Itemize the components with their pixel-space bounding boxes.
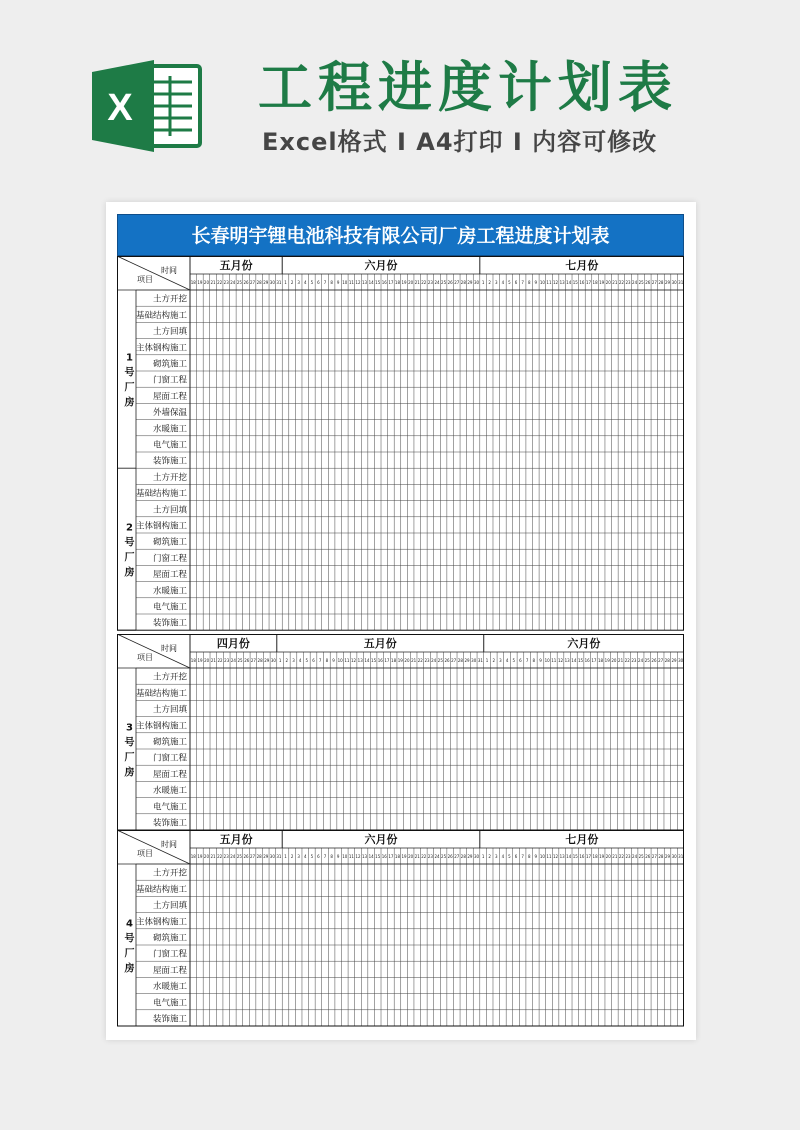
- day-number: 19: [197, 854, 203, 859]
- task-label: 土方开挖: [152, 294, 187, 305]
- day-number: 4: [303, 280, 307, 285]
- day-number: 30: [671, 280, 677, 285]
- day-number: 27: [651, 854, 657, 859]
- day-number: 13: [559, 854, 565, 859]
- day-number: 11: [348, 854, 354, 859]
- day-number: 27: [454, 854, 460, 859]
- task-label: 土方开挖: [152, 672, 187, 683]
- day-number: 13: [361, 854, 368, 859]
- task-label: 基础结构施工: [135, 310, 187, 321]
- day-number: 20: [605, 854, 611, 859]
- day-number: 19: [401, 280, 407, 285]
- day-number: 30: [269, 854, 275, 859]
- day-number: 23: [631, 658, 637, 663]
- day-number: 20: [408, 280, 414, 285]
- day-number: 25: [437, 658, 443, 663]
- day-number: 29: [467, 854, 473, 859]
- schedule-block: [117, 634, 684, 831]
- day-number: 9: [336, 280, 340, 285]
- task-label: 水暖施工: [152, 786, 187, 797]
- task-label: 电气施工: [152, 602, 187, 613]
- schedule-block: [117, 256, 684, 632]
- day-number: 21: [618, 658, 624, 663]
- day-number: 23: [427, 280, 433, 285]
- task-label: 水暖施工: [152, 424, 187, 435]
- day-number: 27: [454, 280, 460, 285]
- day-number: 27: [250, 854, 256, 859]
- day-number: 18: [394, 854, 401, 859]
- day-number: 18: [598, 658, 604, 663]
- day-number: 16: [579, 280, 585, 285]
- day-number: 5: [305, 658, 309, 663]
- day-number: 3: [292, 658, 295, 663]
- task-label: 电气施工: [152, 998, 187, 1009]
- day-number: 17: [591, 658, 597, 663]
- month-header: 六月份: [364, 833, 398, 846]
- day-number: 14: [566, 280, 572, 285]
- day-number: 15: [375, 280, 381, 285]
- day-number: 12: [553, 854, 559, 859]
- corner-item-label: 项目: [137, 275, 153, 284]
- day-number: 6: [514, 280, 518, 285]
- day-number: 25: [236, 854, 242, 859]
- building-label: 2 号厂房: [124, 522, 135, 579]
- day-number: 10: [539, 854, 545, 859]
- day-number: 11: [344, 658, 350, 663]
- task-label: 土方回填: [152, 505, 187, 516]
- day-number: 19: [599, 280, 605, 285]
- day-number: 15: [572, 280, 578, 285]
- day-number: 27: [651, 280, 657, 285]
- day-number: 8: [330, 854, 333, 859]
- day-number: 28: [658, 854, 664, 859]
- day-number: 2: [290, 854, 294, 859]
- day-number: 21: [411, 658, 417, 663]
- day-number: 1: [278, 658, 282, 663]
- corner-item-label: 项目: [137, 653, 153, 662]
- day-number: 3: [297, 280, 300, 285]
- day-number: 30: [269, 280, 275, 285]
- day-number: 5: [512, 658, 516, 663]
- month-header: 五月份: [219, 259, 253, 272]
- task-label: 门窗工程: [152, 375, 187, 386]
- day-number: 28: [460, 280, 466, 285]
- day-number: 22: [624, 658, 630, 663]
- task-label: 屋面工程: [152, 570, 187, 581]
- day-number: 4: [501, 854, 505, 859]
- day-number: 29: [664, 854, 671, 859]
- day-number: 24: [632, 854, 638, 859]
- day-number: 21: [414, 854, 420, 859]
- day-number: 18: [391, 658, 397, 663]
- day-number: 16: [381, 854, 387, 859]
- task-label: 土方回填: [152, 901, 187, 912]
- day-number: 23: [223, 280, 229, 285]
- day-number: 22: [618, 854, 624, 859]
- day-number: 26: [444, 658, 450, 663]
- day-number: 22: [421, 280, 427, 285]
- day-number: 14: [571, 658, 577, 663]
- building-label: 3 号厂房: [124, 722, 135, 779]
- day-number: 8: [330, 280, 333, 285]
- task-label: 主体钢构施工: [135, 521, 187, 532]
- excel-logo-letter: X: [107, 87, 133, 129]
- day-number: 19: [397, 658, 403, 663]
- day-number: 20: [408, 854, 414, 859]
- day-number: 29: [264, 658, 270, 663]
- task-label: 门窗工程: [152, 553, 187, 564]
- day-number: 31: [276, 854, 282, 859]
- day-number: 28: [256, 854, 262, 859]
- day-number: 31: [678, 280, 684, 285]
- day-number: 21: [210, 854, 216, 859]
- day-number: 17: [388, 280, 394, 285]
- day-number: 25: [441, 280, 447, 285]
- month-header: 四月份: [216, 637, 250, 650]
- day-number: 2: [492, 658, 496, 663]
- month-header: 五月份: [363, 637, 397, 650]
- day-number: 15: [371, 658, 377, 663]
- day-number: 10: [544, 658, 550, 663]
- day-number: 29: [263, 854, 269, 859]
- day-number: 19: [604, 658, 610, 663]
- day-number: 11: [348, 280, 354, 285]
- day-number: 4: [505, 658, 509, 663]
- day-number: 20: [203, 280, 210, 285]
- day-number: 4: [303, 854, 307, 859]
- day-number: 8: [527, 280, 531, 285]
- day-number: 26: [243, 854, 249, 859]
- day-number: 7: [323, 280, 327, 285]
- day-number: 28: [457, 658, 463, 663]
- day-number: 13: [361, 280, 368, 285]
- task-label: 电气施工: [152, 802, 187, 813]
- day-number: 4: [298, 658, 302, 663]
- day-number: 31: [477, 658, 483, 663]
- month-header: 五月份: [219, 833, 253, 846]
- day-number: 18: [592, 854, 598, 859]
- day-number: 29: [263, 280, 269, 285]
- day-number: 20: [203, 854, 210, 859]
- day-number: 1: [485, 658, 489, 663]
- day-number: 23: [427, 854, 433, 859]
- block-border: [118, 635, 684, 831]
- day-number: 12: [557, 658, 564, 663]
- day-number: 12: [355, 280, 361, 285]
- day-number: 26: [243, 280, 249, 285]
- corner-diagonal: [117, 634, 190, 668]
- day-number: 10: [539, 280, 545, 285]
- day-number: 28: [256, 280, 262, 285]
- day-number: 26: [651, 658, 657, 663]
- day-number: 31: [678, 854, 684, 859]
- corner-diagonal: [117, 830, 190, 864]
- day-number: 18: [190, 280, 196, 285]
- task-label: 屋面工程: [152, 391, 187, 402]
- day-number: 24: [431, 658, 437, 663]
- day-number: 14: [368, 280, 374, 285]
- day-number: 21: [210, 658, 216, 663]
- task-label: 主体钢构施工: [135, 343, 187, 354]
- excel-logo-icon: [92, 58, 204, 154]
- task-label: 砌筑施工: [152, 537, 187, 548]
- day-number: 26: [447, 854, 453, 859]
- day-number: 7: [521, 280, 524, 285]
- day-number: 24: [230, 658, 236, 663]
- task-label: 基础结构施工: [135, 489, 187, 500]
- building-label: 4 号厂房: [124, 918, 135, 975]
- day-number: 30: [473, 854, 480, 859]
- day-number: 6: [519, 658, 522, 663]
- day-number: 25: [638, 280, 644, 285]
- day-number: 20: [204, 658, 210, 663]
- day-number: 18: [190, 658, 196, 663]
- day-number: 17: [585, 854, 592, 859]
- task-label: 土方回填: [152, 327, 187, 338]
- task-label: 砌筑施工: [152, 359, 187, 370]
- day-number: 15: [572, 854, 578, 859]
- task-label: 基础结构施工: [135, 884, 187, 895]
- day-number: 11: [546, 854, 552, 859]
- month-header: 六月份: [364, 259, 398, 272]
- day-number: 31: [276, 280, 282, 285]
- day-number: 1: [481, 280, 485, 285]
- day-number: 26: [244, 658, 250, 663]
- day-number: 20: [611, 658, 617, 663]
- day-number: 7: [521, 854, 524, 859]
- task-label: 屋面工程: [152, 965, 187, 976]
- day-number: 30: [471, 658, 477, 663]
- day-number: 22: [217, 280, 223, 285]
- day-number: 23: [625, 280, 631, 285]
- day-number: 26: [447, 280, 453, 285]
- day-number: 27: [250, 658, 256, 663]
- day-number: 28: [257, 658, 263, 663]
- day-number: 19: [599, 854, 605, 859]
- task-label: 主体钢构施工: [135, 721, 187, 732]
- day-number: 29: [464, 658, 470, 663]
- day-number: 14: [368, 854, 374, 859]
- day-number: 7: [323, 854, 327, 859]
- day-number: 15: [577, 658, 584, 663]
- day-number: 6: [514, 854, 518, 859]
- day-number: 13: [357, 658, 363, 663]
- day-number: 20: [605, 280, 611, 285]
- task-label: 屋面工程: [152, 769, 187, 780]
- day-number: 10: [342, 854, 348, 859]
- day-number: 1: [284, 280, 287, 285]
- day-number: 6: [317, 280, 320, 285]
- table-title: 长春明宇锂电池科技有限公司厂房工程进度计划表: [117, 214, 684, 256]
- day-number: 9: [336, 854, 340, 859]
- day-number: 10: [342, 280, 348, 285]
- task-label: 装饰施工: [152, 818, 187, 829]
- day-number: 25: [638, 854, 644, 859]
- day-number: 30: [678, 658, 684, 663]
- corner-diagonal: [117, 256, 190, 290]
- day-number: 16: [584, 658, 590, 663]
- day-number: 10: [337, 658, 343, 663]
- day-number: 25: [644, 658, 650, 663]
- day-number: 21: [612, 280, 618, 285]
- day-number: 11: [546, 280, 552, 285]
- day-number: 13: [564, 658, 570, 663]
- corner-time-label: 时间: [161, 840, 177, 849]
- day-number: 22: [421, 854, 427, 859]
- month-header: 七月份: [565, 833, 599, 846]
- day-number: 13: [559, 280, 565, 285]
- day-number: 28: [664, 658, 670, 663]
- day-number: 14: [566, 854, 572, 859]
- day-number: 19: [197, 280, 203, 285]
- day-number: 22: [618, 280, 624, 285]
- day-number: 3: [297, 854, 300, 859]
- day-number: 19: [401, 854, 407, 859]
- day-number: 21: [210, 280, 216, 285]
- task-label: 水暖施工: [152, 586, 187, 597]
- task-label: 装饰施工: [152, 1014, 187, 1025]
- day-number: 9: [534, 854, 538, 859]
- day-number: 12: [351, 658, 357, 663]
- day-number: 2: [488, 280, 491, 285]
- day-number: 11: [551, 658, 557, 663]
- day-number: 5: [310, 854, 314, 859]
- page-subtitle: Excel格式 I A4打印 I 内容可修改: [262, 128, 658, 156]
- day-number: 6: [312, 658, 315, 663]
- day-number: 19: [197, 658, 203, 663]
- day-number: 24: [230, 854, 236, 859]
- corner-time-label: 时间: [161, 266, 177, 275]
- day-number: 5: [310, 280, 314, 285]
- day-number: 22: [417, 658, 423, 663]
- day-number: 14: [364, 658, 370, 663]
- day-number: 29: [671, 658, 677, 663]
- task-label: 土方回填: [152, 705, 187, 716]
- task-label: 土方开挖: [152, 868, 187, 879]
- day-number: 16: [579, 854, 585, 859]
- day-number: 12: [553, 280, 559, 285]
- day-number: 2: [285, 658, 289, 663]
- day-number: 4: [501, 280, 505, 285]
- day-number: 17: [388, 854, 394, 859]
- day-number: 24: [638, 658, 644, 663]
- day-number: 18: [394, 280, 401, 285]
- day-number: 7: [318, 658, 322, 663]
- day-number: 17: [585, 280, 592, 285]
- day-number: 12: [355, 854, 361, 859]
- corner-time-label: 时间: [161, 644, 177, 653]
- day-number: 23: [223, 854, 229, 859]
- day-number: 8: [527, 854, 531, 859]
- schedule-block: [117, 830, 684, 1027]
- day-number: 21: [612, 854, 618, 859]
- day-number: 2: [290, 280, 294, 285]
- task-label: 水暖施工: [152, 982, 187, 993]
- day-number: 25: [441, 854, 447, 859]
- task-label: 装饰施工: [152, 456, 187, 467]
- day-number: 25: [236, 280, 242, 285]
- day-number: 23: [625, 854, 631, 859]
- day-number: 21: [414, 280, 420, 285]
- day-number: 24: [632, 280, 638, 285]
- day-number: 16: [377, 658, 383, 663]
- task-label: 外墙保温: [152, 408, 187, 419]
- month-header: 六月份: [567, 637, 601, 650]
- day-number: 29: [664, 280, 671, 285]
- task-label: 门窗工程: [152, 949, 187, 960]
- task-label: 土方开挖: [152, 472, 187, 483]
- day-number: 30: [473, 280, 480, 285]
- day-number: 30: [270, 658, 276, 663]
- day-number: 8: [532, 658, 536, 663]
- day-number: 23: [224, 658, 230, 663]
- building-label: 1 号厂房: [124, 352, 135, 409]
- day-number: 28: [460, 854, 466, 859]
- day-number: 5: [508, 280, 511, 285]
- day-number: 30: [671, 854, 677, 859]
- day-number: 9: [534, 280, 538, 285]
- day-number: 1: [284, 854, 287, 859]
- day-number: 15: [375, 854, 381, 859]
- day-number: 5: [508, 854, 511, 859]
- day-number: 22: [217, 854, 223, 859]
- day-number: 20: [404, 658, 410, 663]
- day-number: 18: [190, 854, 196, 859]
- day-number: 16: [381, 280, 387, 285]
- task-label: 砌筑施工: [152, 933, 187, 944]
- task-label: 主体钢构施工: [135, 917, 187, 928]
- task-label: 砌筑施工: [152, 737, 187, 748]
- task-label: 基础结构施工: [135, 688, 187, 699]
- page-title: 工程进度计划表: [258, 56, 678, 119]
- day-number: 3: [495, 280, 498, 285]
- day-number: 2: [488, 854, 491, 859]
- day-number: 22: [217, 658, 223, 663]
- task-label: 门窗工程: [152, 753, 187, 764]
- day-number: 27: [451, 658, 457, 663]
- day-number: 9: [539, 658, 542, 663]
- day-number: 25: [237, 658, 243, 663]
- day-number: 17: [384, 658, 390, 663]
- month-header: 七月份: [565, 259, 599, 272]
- day-number: 8: [325, 658, 329, 663]
- day-number: 24: [434, 280, 440, 285]
- day-number: 6: [317, 854, 320, 859]
- day-number: 27: [658, 658, 664, 663]
- day-number: 24: [230, 280, 236, 285]
- day-number: 26: [645, 280, 651, 285]
- day-number: 29: [467, 280, 473, 285]
- day-number: 9: [332, 658, 335, 663]
- day-number: 28: [658, 280, 664, 285]
- day-number: 24: [434, 854, 440, 859]
- day-number: 3: [499, 658, 502, 663]
- day-number: 1: [481, 854, 485, 859]
- day-number: 26: [645, 854, 651, 859]
- task-label: 电气施工: [152, 440, 187, 451]
- day-number: 3: [495, 854, 498, 859]
- day-number: 18: [592, 280, 598, 285]
- day-number: 7: [525, 658, 529, 663]
- corner-item-label: 项目: [137, 849, 153, 858]
- day-number: 27: [250, 280, 256, 285]
- day-number: 23: [424, 658, 430, 663]
- task-label: 装饰施工: [152, 618, 187, 629]
